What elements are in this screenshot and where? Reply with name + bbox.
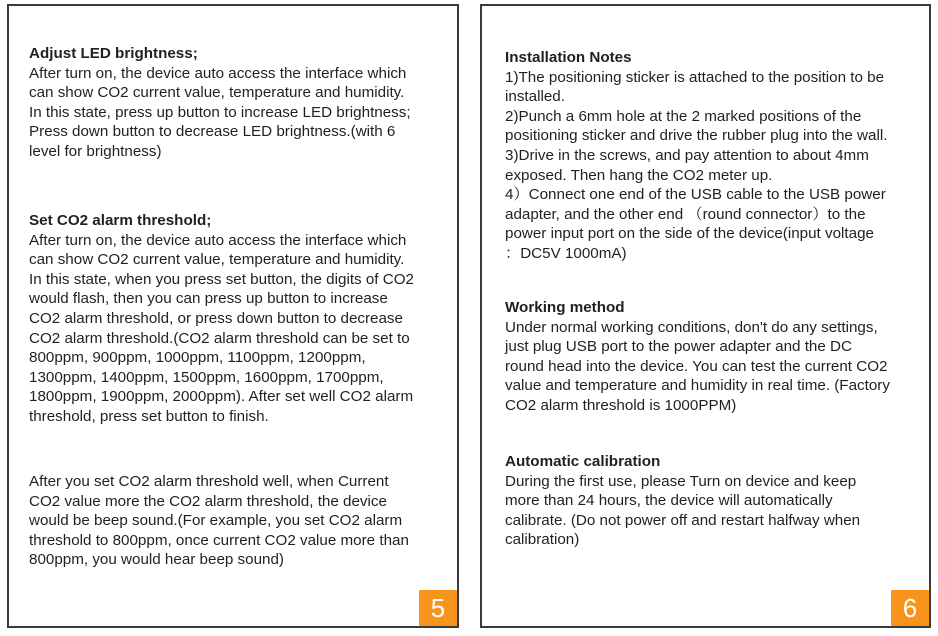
manual-page-5 <box>7 4 459 628</box>
section-co2-threshold <box>29 211 414 427</box>
section-adjust-led <box>29 44 411 162</box>
section-title: Adjust LED brightness; <box>29 45 198 62</box>
section-automatic-calibration <box>505 452 860 550</box>
section-body: 1)The positioning sticker is attached to the position to be installed. 2)Punch a 6mm hole at the 2 marked positions of the positioning sticker and drive the rubber plug into the wall. 3)Drive in the screws, and pay attention to about 4mm exposed. Then hang the CO2 meter up. 4）Connect one end of the USB cable to the USB power adapter, and the other end （round connector）to the power input port on the side of the device(input voltage ：DC5V 1000mA) <box>505 68 888 262</box>
section-title: Set CO2 alarm threshold; <box>29 212 212 229</box>
section-beep-note <box>29 472 409 570</box>
page-number-badge: 5 <box>419 590 457 626</box>
section-title: Working method <box>505 299 625 316</box>
manual-page-6 <box>480 4 931 628</box>
section-installation-notes <box>505 48 887 264</box>
section-title: Installation Notes <box>505 49 632 66</box>
section-body: After turn on, the device auto access the interface which can show CO2 current value, temperature and humidity. In this state, press up button to increase LED brightness; Press down button to decrease LED brightness.(with 6 level for brightness) <box>29 64 411 160</box>
section-working-method <box>505 298 890 416</box>
section-body: After turn on, the device auto access the interface which can show CO2 current value, temperature and humidity. In this state, when you press set button, the digits of CO2 would flash, then you can press up button to increase CO2 alarm threshold, or press down button to decrease CO2 alarm threshold.(CO2 alarm threshold can be set to 800ppm, 900ppm, 1000ppm, 1100ppm, 1200ppm, 1300ppm, 1400ppm, 1500ppm, 1600ppm, 1700ppm, 1800ppm, 1900ppm, 2000ppm). After set well CO2 alarm threshold, press set button to finish. <box>29 231 414 425</box>
section-body: Under normal working conditions, don't do any settings, just plug USB port to the power adapter and the DC round head into the device. You can test the current CO2 value and temperature and humidity in real time. (Factory CO2 alarm threshold is 1000PPM) <box>505 318 890 414</box>
section-body: After you set CO2 alarm threshold well, when Current CO2 value more the CO2 alarm threshold, the device would be beep sound.(For example, you set CO2 alarm threshold to 800ppm, once current CO2 value more than 800ppm, you would hear beep sound) <box>29 473 409 569</box>
section-body: During the first use, please Turn on device and keep more than 24 hours, the device will automatically calibrate. (Do not power off and restart halfway when calibration) <box>505 472 861 549</box>
section-title: Automatic calibration <box>505 453 661 470</box>
page-number-badge: 6 <box>891 590 929 626</box>
